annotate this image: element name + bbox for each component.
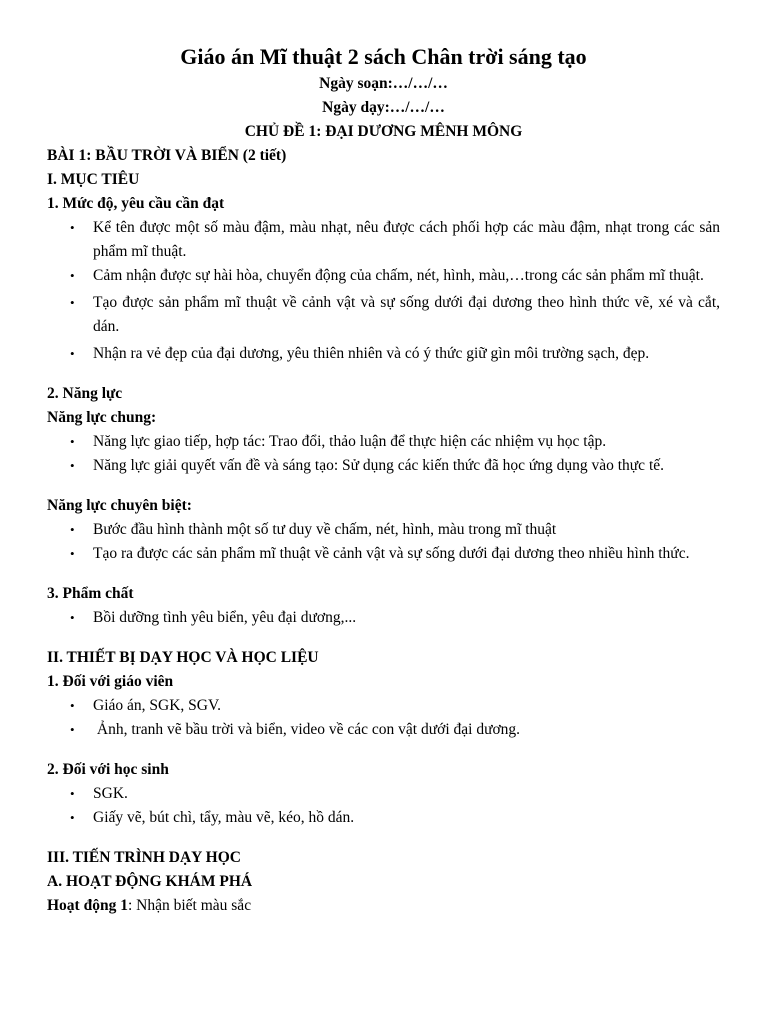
general-competence-list (47, 430, 720, 478)
teacher-heading: 1. Đối với giáo viên (47, 673, 174, 690)
qualities-list (47, 606, 720, 630)
list-item: • Bước đầu hình thành một số tư duy về chấm, nét, hình, màu trong mĩ thuật (93, 518, 720, 542)
list-item: • Cảm nhận được sự hài hòa, chuyển động của chấm, nét, hình, màu,…trong các sản phẩm mĩ thuật. (93, 264, 720, 288)
date-prepared: Ngày soạn:…/…/… (319, 75, 448, 92)
section-process-heading: III. TIẾN TRÌNH DẠY HỌC (47, 849, 241, 866)
activity-label: Hoạt động 1 (47, 897, 128, 914)
section-equipment-heading: II. THIẾT BỊ DẠY HỌC VÀ HỌC LIỆU (47, 649, 319, 666)
specific-competence-list (47, 518, 720, 566)
topic-heading: CHỦ ĐỀ 1: ĐẠI DƯƠNG MÊNH MÔNG (244, 123, 523, 140)
page-title: Giáo án Mĩ thuật 2 sách Chân trời sáng tạo (180, 44, 587, 69)
list-item: • Ảnh, tranh vẽ bầu trời và biển, video về các con vật dưới đại dương. (93, 718, 720, 742)
activity-text: : Nhận biết màu sắc (127, 897, 252, 914)
requirements-heading: 1. Mức độ, yêu cầu cần đạt (47, 195, 225, 212)
list-item: • Tạo được sản phẩm mĩ thuật về cảnh vật và sự sống dưới đại dương theo hình thức vẽ, xé và cắt, dán. (93, 291, 720, 339)
qualities-heading: 3. Phẩm chất (47, 585, 134, 602)
specific-competence-heading: Năng lực chuyên biệt: (47, 497, 192, 514)
list-item: • SGK. (93, 782, 720, 806)
exploration-heading: A. HOẠT ĐỘNG KHÁM PHÁ (47, 873, 253, 890)
list-item: • Nhận ra vẻ đẹp của đại dương, yêu thiên nhiên và có ý thức giữ gìn môi trường sạch, đẹp. (93, 342, 720, 366)
list-item: • Giấy vẽ, bút chì, tẩy, màu vẽ, kéo, hồ dán. (93, 806, 720, 830)
activity-line (47, 894, 720, 918)
list-item: • Giáo án, SGK, SGV. (93, 694, 720, 718)
list-item: • Tạo ra được các sản phẩm mĩ thuật về cảnh vật và sự sống dưới đại dương theo nhiều hình thức. (93, 542, 720, 566)
list-item: • Năng lực giao tiếp, hợp tác: Trao đổi, thảo luận để thực hiện các nhiệm vụ học tập. (93, 430, 720, 454)
requirements-list (47, 216, 720, 366)
competence-heading: 2. Năng lực (47, 385, 123, 402)
general-competence-heading: Năng lực chung: (47, 409, 157, 426)
list-item: • Năng lực giải quyết vấn đề và sáng tạo: Sử dụng các kiến thức đã học ứng dụng vào thực tế. (93, 454, 720, 478)
teacher-list (47, 694, 720, 742)
date-taught: Ngày dạy:…/…/… (322, 99, 445, 116)
lesson-heading: BÀI 1: BẦU TRỜI VÀ BIỂN (2 tiết) (47, 147, 287, 164)
list-item: • Kể tên được một số màu đậm, màu nhạt, nêu được cách phối hợp các màu đậm, nhạt trong các sản phẩm mĩ thuật. (93, 216, 720, 264)
section-objectives-heading: I. MỤC TIÊU (47, 171, 140, 188)
student-heading: 2. Đối với học sinh (47, 761, 169, 778)
list-item: • Bồi dưỡng tình yêu biển, yêu đại dương,... (93, 606, 720, 630)
student-list (47, 782, 720, 830)
